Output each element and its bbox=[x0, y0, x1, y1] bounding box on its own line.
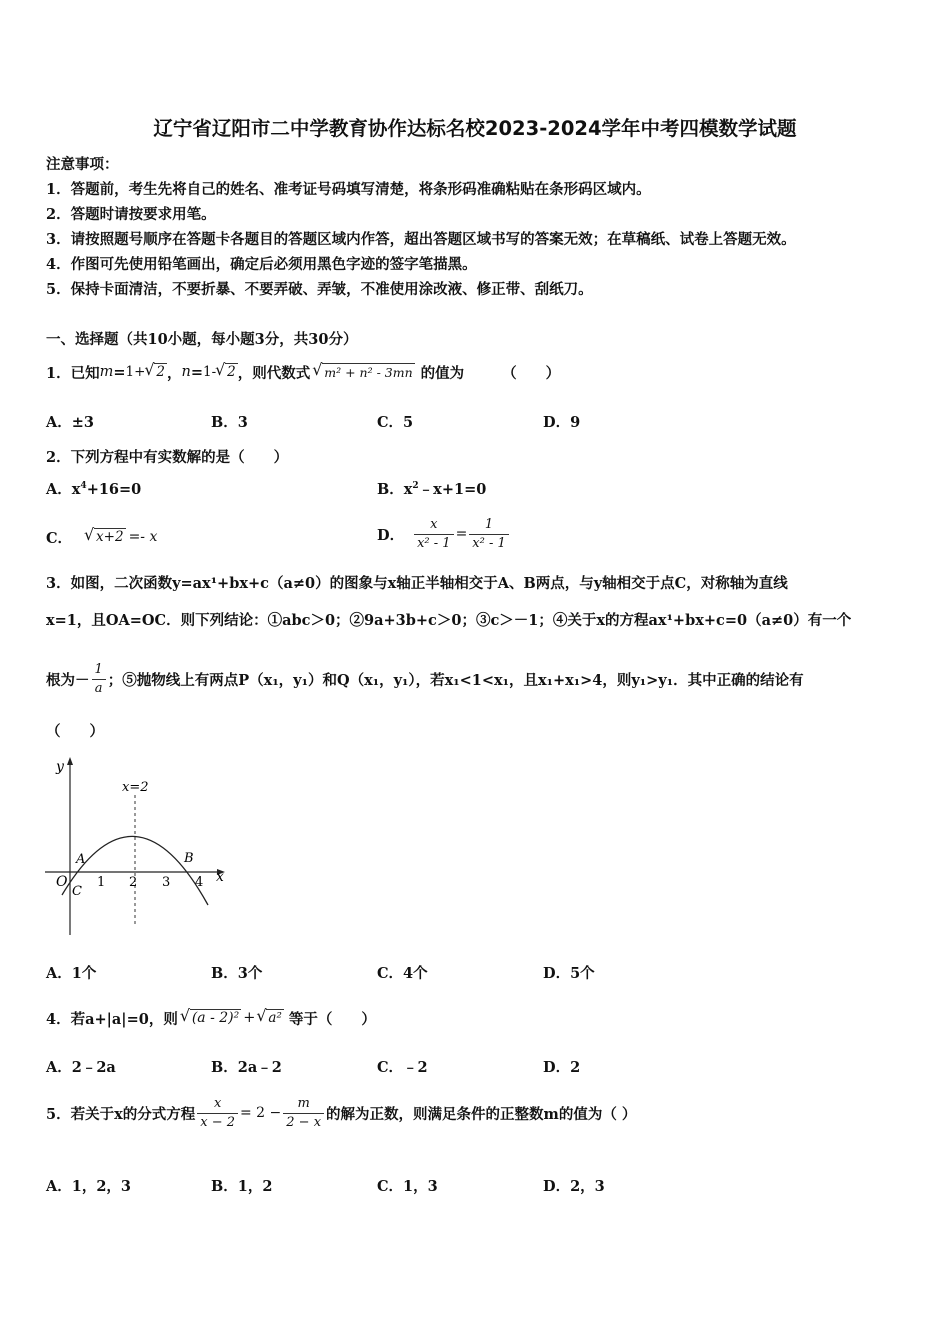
q2-c-radical: √ x+2 bbox=[94, 528, 126, 546]
question-3-line2: x=1，且OA=OC．则下列结论：①abc＞0；②9a+3b+c＞0；③c＞－1；④关于x的方程ax¹+bx+c=0（a≠0）有一个 bbox=[46, 612, 852, 629]
q2-d-num2: 1 bbox=[469, 516, 508, 535]
q2-option-d bbox=[377, 512, 511, 556]
q1-option-b: B．3 bbox=[211, 414, 248, 431]
q1-eq2: = bbox=[190, 363, 203, 381]
q3-line3-pre: 根为－ bbox=[46, 671, 90, 689]
graph-tick-4: 4 bbox=[195, 875, 204, 890]
q4-option-a: A．2﹣2a bbox=[46, 1059, 116, 1076]
q2-d-num1: x bbox=[414, 516, 453, 535]
graph-origin: O bbox=[56, 874, 68, 890]
q1-option-a: A．±3 bbox=[46, 414, 94, 431]
q2-a-label: A． bbox=[46, 481, 72, 498]
q1-paren: （ ） bbox=[502, 364, 561, 382]
q5-den-1: x − 2 bbox=[200, 1114, 235, 1130]
q1-prefix: 1．已知 bbox=[46, 364, 100, 382]
q5-mid: = 2 − bbox=[240, 1105, 282, 1121]
question-5 bbox=[46, 1090, 636, 1136]
question-3-line3 bbox=[46, 657, 804, 701]
q2-d-frac1 bbox=[414, 516, 453, 553]
graph-tick-2: 2 bbox=[129, 875, 138, 890]
q4-plus: + bbox=[243, 1010, 256, 1026]
q3-paren: （ ） bbox=[46, 723, 104, 740]
q4-radical-1: √ (a - 2)² bbox=[190, 1009, 241, 1027]
q4-radical-2: √ a² bbox=[266, 1009, 283, 1027]
q2-b-label: B． bbox=[377, 481, 404, 498]
y-axis-arrow bbox=[67, 757, 73, 765]
notice-heading: 注意事项： bbox=[46, 156, 119, 173]
q5-suffix: 的解为正数，则满足条件的正整数m的值为（ ） bbox=[326, 1105, 637, 1123]
q4-prefix: 4．若a+|a|=0，则 bbox=[46, 1010, 178, 1028]
notice-item: 1．答题前，考生先将自己的姓名、准考证号码填写清楚，将条形码准确粘贴在条形码区域内。 bbox=[46, 181, 651, 198]
q2-d-den1: x² - 1 bbox=[417, 535, 451, 551]
q5-prefix: 5．若关于x的分式方程 bbox=[46, 1105, 196, 1123]
q2-a-exp: 4 bbox=[80, 481, 87, 492]
q4-option-d: D．2 bbox=[543, 1059, 581, 1076]
question-4 bbox=[46, 1002, 376, 1034]
q4-suffix: 等于（ ） bbox=[288, 1010, 376, 1028]
q1-option-d: D．9 bbox=[543, 414, 581, 431]
q5-num-1: x bbox=[197, 1095, 238, 1114]
q5-frac-1 bbox=[197, 1095, 238, 1132]
graph-point-b: B bbox=[184, 851, 194, 866]
q2-d-frac2 bbox=[469, 516, 508, 553]
q1-sqrt-n: √ 2 bbox=[225, 363, 238, 381]
q3-line3-post: ；⑤抛物线上有两点P（x₁，y₁）和Q（x₁，y₁），若x₁<1<x₁，且x₁+x₁>4，则y₁>y₁．其中正确的结论有 bbox=[107, 671, 804, 689]
q5-option-b: B．1，2 bbox=[211, 1178, 273, 1195]
graph-axis-label: x=2 bbox=[122, 780, 149, 795]
q1-mid: ，则代数式 bbox=[237, 364, 311, 382]
q1-option-c: C．5 bbox=[377, 414, 414, 431]
q3-frac-den: a bbox=[94, 680, 103, 696]
notice-item: 2．答题时请按要求用笔。 bbox=[46, 206, 216, 223]
graph-tick-1: 1 bbox=[97, 875, 106, 890]
notice-item: 3．请按照题号顺序在答题卡各题目的答题区域内作答，超出答题区域书写的答案无效；在草稿纸、试卷上答题无效。 bbox=[46, 231, 796, 248]
q3-frac bbox=[92, 661, 106, 698]
q5-option-a: A．1，2，3 bbox=[46, 1178, 132, 1195]
q2-c-label: C． bbox=[46, 529, 73, 547]
section-heading: 一、选择题（共10小题，每小题3分，共30分） bbox=[46, 331, 358, 348]
q1-sqrt-m: √ 2 bbox=[154, 363, 167, 381]
q3-frac-num: 1 bbox=[92, 661, 106, 680]
q2-d-eq: = bbox=[455, 526, 468, 542]
q2-option-c bbox=[46, 523, 157, 551]
question-1 bbox=[46, 357, 560, 387]
q2-b-exp: 2 bbox=[412, 481, 419, 492]
q2-a-base: x bbox=[71, 481, 81, 498]
q5-den-2: 2 − x bbox=[286, 1114, 322, 1130]
q5-option-d: D．2，3 bbox=[543, 1178, 605, 1195]
notice-item: 5．保持卡面清洁，不要折暴、不要弄破、弄皱，不准使用涂改液、修正带、刮纸刀。 bbox=[46, 281, 593, 298]
q3-parabola-graph bbox=[40, 755, 230, 940]
q1-eq: = bbox=[113, 363, 126, 381]
q2-a-rest: +16=0 bbox=[86, 481, 142, 498]
q1-radical: √ m² + n² - 3mn bbox=[322, 363, 414, 381]
page-title: 辽宁省辽阳市二中学教育协作达标名校2023-2024学年中考四模数学试题 bbox=[153, 117, 797, 140]
q1-m-var: m bbox=[99, 364, 114, 380]
q2-option-b bbox=[377, 478, 486, 499]
q1-n-val: 1- bbox=[203, 364, 217, 380]
q2-d-label: D． bbox=[377, 526, 405, 544]
q2-option-a bbox=[46, 478, 141, 499]
graph-tick-3: 3 bbox=[162, 875, 171, 890]
graph-point-a: A bbox=[76, 852, 86, 867]
q1-suffix: 的值为 bbox=[420, 364, 465, 382]
q3-option-c: C．4个 bbox=[377, 965, 428, 982]
q2-c-rest: =- x bbox=[128, 529, 158, 545]
graph-x-label: x bbox=[216, 869, 224, 885]
graph-point-c: C bbox=[72, 884, 82, 899]
q2-b-base: x bbox=[403, 481, 413, 498]
q1-n-var: n bbox=[181, 364, 191, 380]
q4-option-b: B．2a﹣2 bbox=[211, 1059, 282, 1076]
q2-d-den2: x² - 1 bbox=[472, 535, 506, 551]
q3-option-d: D．5个 bbox=[543, 965, 595, 982]
q1-m-val: 1+ bbox=[125, 364, 146, 380]
q4-option-c: C．﹣2 bbox=[377, 1059, 428, 1076]
q1-comma: ， bbox=[167, 364, 182, 382]
q5-frac-2 bbox=[283, 1095, 324, 1132]
question-3-line1: 3．如图，二次函数y=ax¹+bx+c（a≠0）的图象与x轴正半轴相交于A、B两点，与y轴相交于点C，对称轴为直线 bbox=[46, 575, 788, 592]
parabola-curve bbox=[62, 836, 208, 905]
q3-option-b: B．3个 bbox=[211, 965, 263, 982]
graph-y-label: y bbox=[56, 759, 64, 775]
q5-num-2: m bbox=[283, 1095, 324, 1114]
q5-option-c: C．1，3 bbox=[377, 1178, 438, 1195]
q3-option-a: A．1个 bbox=[46, 965, 97, 982]
q2-b-rest: ﹣x+1=0 bbox=[418, 481, 487, 498]
notice-item: 4．作图可先使用铅笔画出，确定后必须用黑色字迹的签字笔描黑。 bbox=[46, 256, 477, 273]
question-2: 2．下列方程中有实数解的是（ ） bbox=[46, 449, 289, 466]
